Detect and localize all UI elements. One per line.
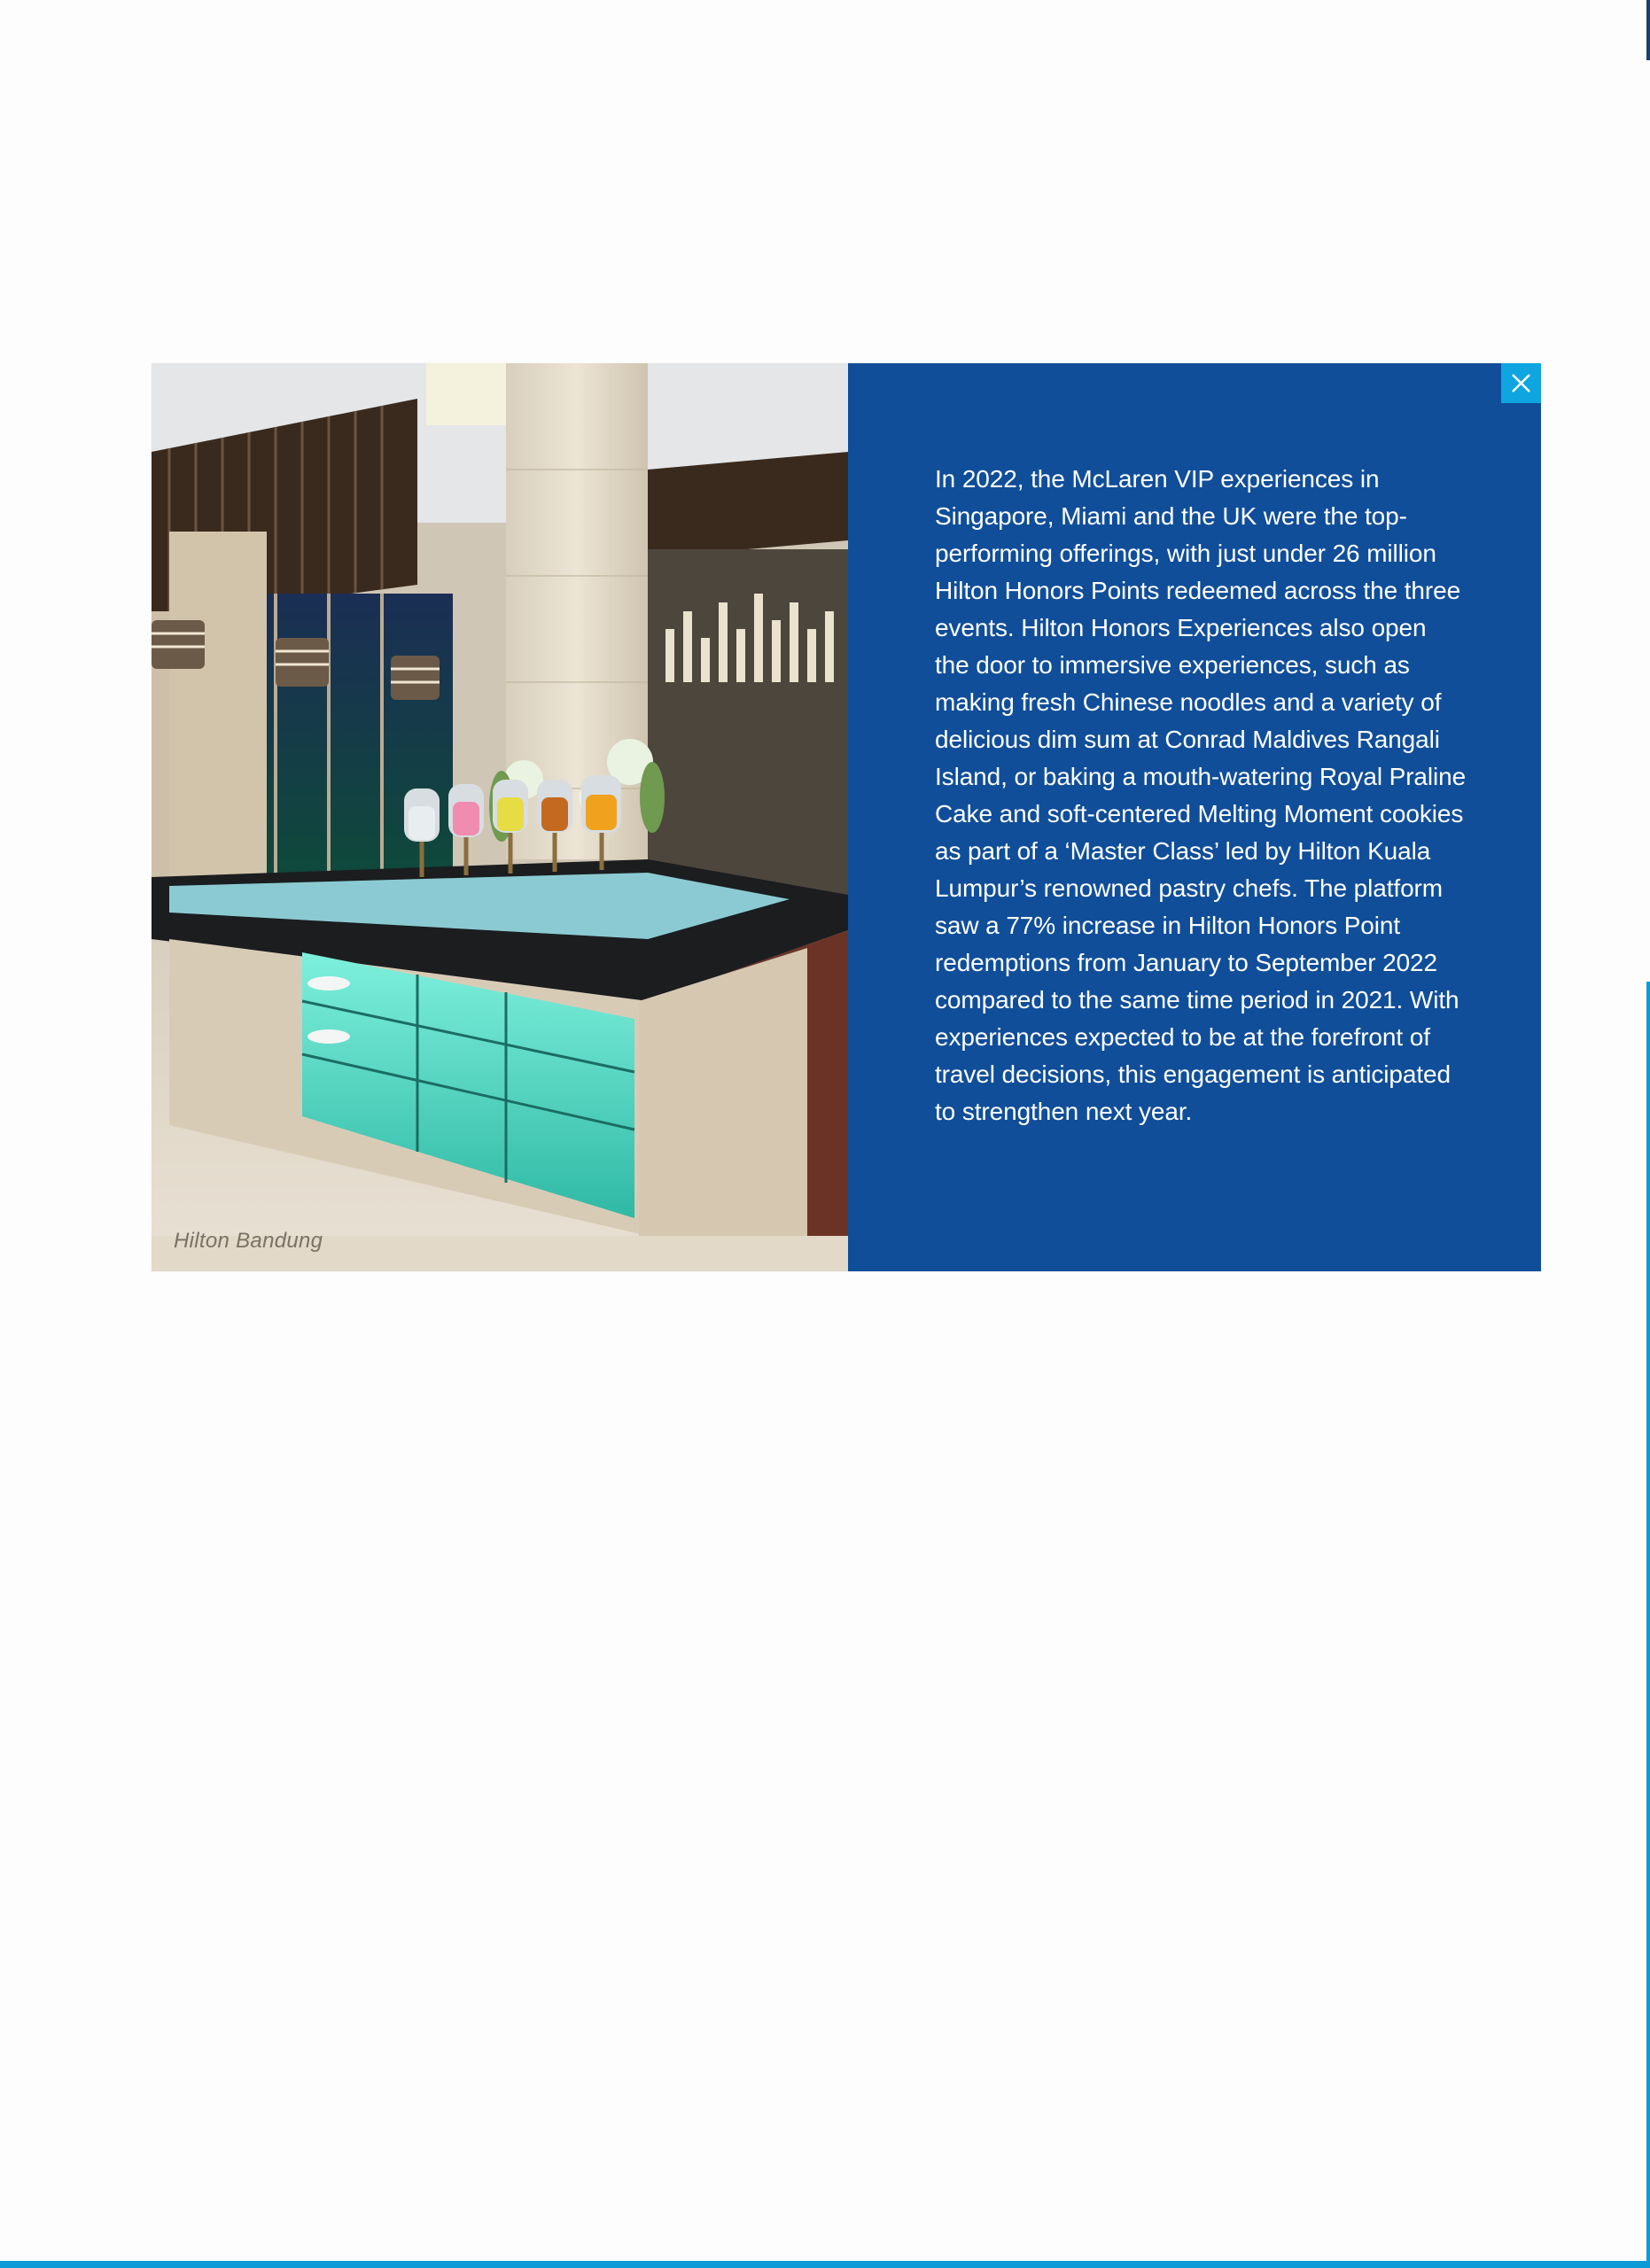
top-right-edge-bar [1646,0,1650,60]
right-edge-accent-line [1646,982,1650,2268]
text-panel [848,363,1541,1271]
experience-modal [152,363,1541,1271]
buffet-illustration [152,363,848,1271]
experience-description: In 2022, the McLaren VIP experiences in Singapore, Miami and the UK were the top-performing offerings, with just under 26 million Hilton Honors Points redeemed across the three events. Hilton Honors Experiences also open the door to immersive experiences, such as making fresh Chinese noodles and a variety of delicious dim sum at Conrad Maldives Rangali Island, or baking a mouth-watering Royal Praline Cake and soft-centered Melting Moment cookies as part of a ‘Master Class’ led by Hilton Kuala Lumpur’s renowned pastry chefs. The platform saw a 77% increase in Hilton Honors Point redemptions from January to September 2022 compared to the same time period in 2021. With experiences expected to be at the forefront of travel decisions, this engagement is anticipated to strengthen next year. [935,465,1467,1125]
close-icon [1512,374,1530,392]
close-button[interactable] [1501,363,1541,403]
hotel-photo [152,363,848,1271]
bottom-accent-line [0,2261,1650,2268]
photo-caption: Hilton Bandung [174,1229,323,1253]
